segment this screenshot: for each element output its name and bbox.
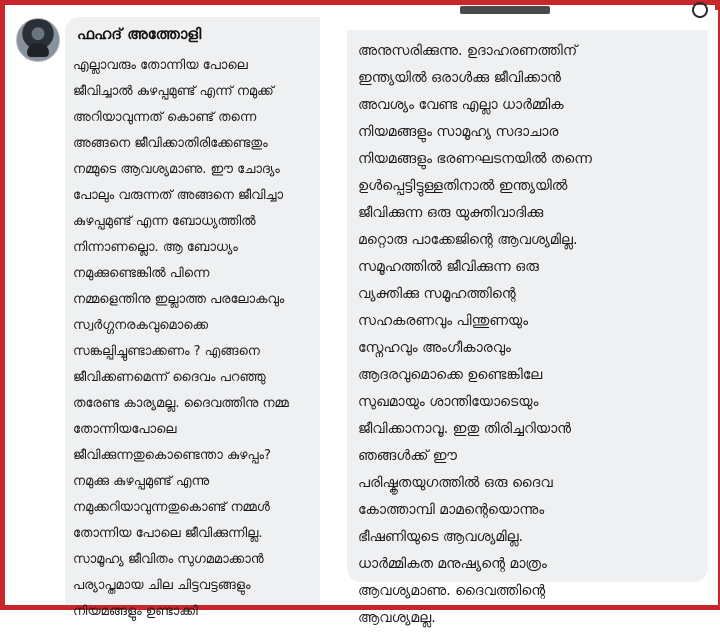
left-line: നമുക്കുണ്ടെങ്കിൽ പിന്നെ [73, 266, 210, 281]
left-comment-text [73, 53, 313, 625]
author-name[interactable]: ഫഹദ് അത്തോളി [77, 25, 202, 43]
left-line: നമുക്കറിയാവുന്നതുകൊണ്ട് നമ്മൾ [73, 500, 270, 515]
right-line: ധാർമ്മികത മനുഷ്യന്റെ മാത്രം [358, 556, 547, 572]
left-line: സങ്കല്പിച്ചുണ്ടാക്കണം ? എങ്ങനെ [73, 344, 260, 359]
right-comment-bubble [347, 30, 708, 626]
left-line: നിയമങ്ങളും ഉണ്ടാക്കി [73, 604, 198, 619]
right-line: സമൂഹത്തിൽ ജീവിക്കുന്ന ഒരു [358, 259, 539, 275]
right-line: അനുസരിക്കുന്നു. ഉദാഹരണത്തിന് [358, 43, 578, 59]
right-line: നിയമങ്ങളും സാമൂഹ്യ സദാചാര [358, 124, 559, 140]
left-line: തരേണ്ട കാര്യമല്ല. ദൈവത്തിനു നമ്മ [73, 396, 289, 411]
left-line: സാമൂഹ്യ ജീവിതം സുഗമമാക്കാൻ [73, 552, 264, 567]
right-line: അവശ്യം വേണ്ട എല്ലാ ധാർമ്മിക [358, 97, 564, 113]
right-line: ആദരവുമൊക്കെ ഉണ്ടെങ്കിലേ [358, 367, 543, 383]
left-line: സ്വർഗ്ഗനരകവുമൊക്കെ [73, 318, 209, 333]
right-line: പരിഷ്കൃതയുഗത്തിൽ ഒരു ദൈവ [358, 475, 553, 491]
left-line: അറിയാവുന്നത് കൊണ്ട് തന്നെ [73, 110, 257, 125]
right-line: ആവശ്യമല്ല. [358, 610, 436, 626]
left-line: അങ്ങനെ ജീവിക്കാതിരിക്കേണ്ടതും [73, 136, 268, 151]
left-line: ജീവിച്ചാൽ കുഴപ്പമുണ്ട് എന്ന് നമുക്ക് [73, 84, 274, 99]
right-comment-panel [335, 10, 718, 626]
right-line: ജീവിക്കുന്ന ഒരു യുക്തിവാദിക്കു [358, 205, 544, 221]
left-line: നമ്മളെന്തിനു ഇല്ലാത്ത പരലോകവും [73, 292, 285, 307]
right-line: സുഖമായും ശാന്തിയോടെയും [358, 394, 539, 410]
right-line: കോത്താമ്പി മാമന്റെയൊന്നും [358, 502, 545, 518]
left-line: നമ്മുടെ ആവശ്യമാണു. ഈ ചോദ്യം [73, 162, 280, 177]
left-line: ജീവിക്കണമെന്ന് ദൈവം പറഞ്ഞു [73, 370, 266, 385]
right-line: ഞങ്ങൾക്ക് ഈ [358, 448, 457, 464]
search-icon[interactable] [692, 2, 708, 18]
cropped-top-text [460, 6, 550, 14]
left-line: നിന്നാണല്ലൊ. ആ ബോധ്യം [73, 240, 238, 255]
left-line: പോലും വരുന്നത് അങ്ങനെ ജീവിച്ചാ [73, 188, 284, 203]
left-comment-bubble [65, 17, 320, 619]
right-line: ആവശ്യമാണു. ദൈവത്തിന്റെ [358, 583, 546, 599]
left-line: എല്ലാവരും തോന്നിയ പോലെ [73, 58, 248, 73]
right-line: സഹകരണവും പിന്തുണയും [358, 313, 529, 329]
left-line: കുഴപ്പമുണ്ട് എന്ന ബോധ്യത്തിൽ [73, 214, 256, 229]
author-avatar[interactable] [16, 18, 60, 62]
right-line: മറ്റൊരു പാക്കേജിന്റെ ആവശ്യമില്ല. [358, 232, 578, 248]
left-line: പര്യാപ്തമായ ചില ചിട്ടവട്ടങ്ങളും [73, 578, 251, 593]
right-line: ജീവിക്കാനാവൂ. ഇതു തിരിച്ചറിയാൻ [358, 421, 572, 437]
right-line: ഭീഷണിയുടെ ആവശ്യമില്ല. [358, 529, 524, 545]
right-line: ഉൾപ്പെട്ടിട്ടുള്ളതിനാൽ ഇന്ത്യയിൽ [358, 178, 568, 194]
right-line: സ്നേഹവും അംഗീകാരവും [358, 340, 511, 356]
right-line: ഇന്ത്യയിൽ ഒരാൾക്കു ജീവിക്കാൻ [358, 70, 561, 86]
right-comment-text [358, 38, 702, 632]
left-line: തോന്നിയ പോലെ ജീവിക്കുന്നില്ല. [73, 526, 263, 541]
left-line: നമുക്കു കുഴപ്പമുണ്ട് എന്നു [73, 474, 210, 489]
left-line: തോന്നിയപോലെ [73, 422, 177, 437]
right-line: വ്യക്തിക്കു സമൂഹത്തിന്റെ [358, 286, 516, 302]
right-line: നിയമങ്ങളും ഭരണഘടനയിൽ തന്നെ [358, 151, 592, 167]
left-comment-panel [10, 10, 322, 619]
left-line: ജീവിക്കുന്നതുകൊണ്ടെന്താ കുഴപ്പം? [73, 448, 271, 463]
